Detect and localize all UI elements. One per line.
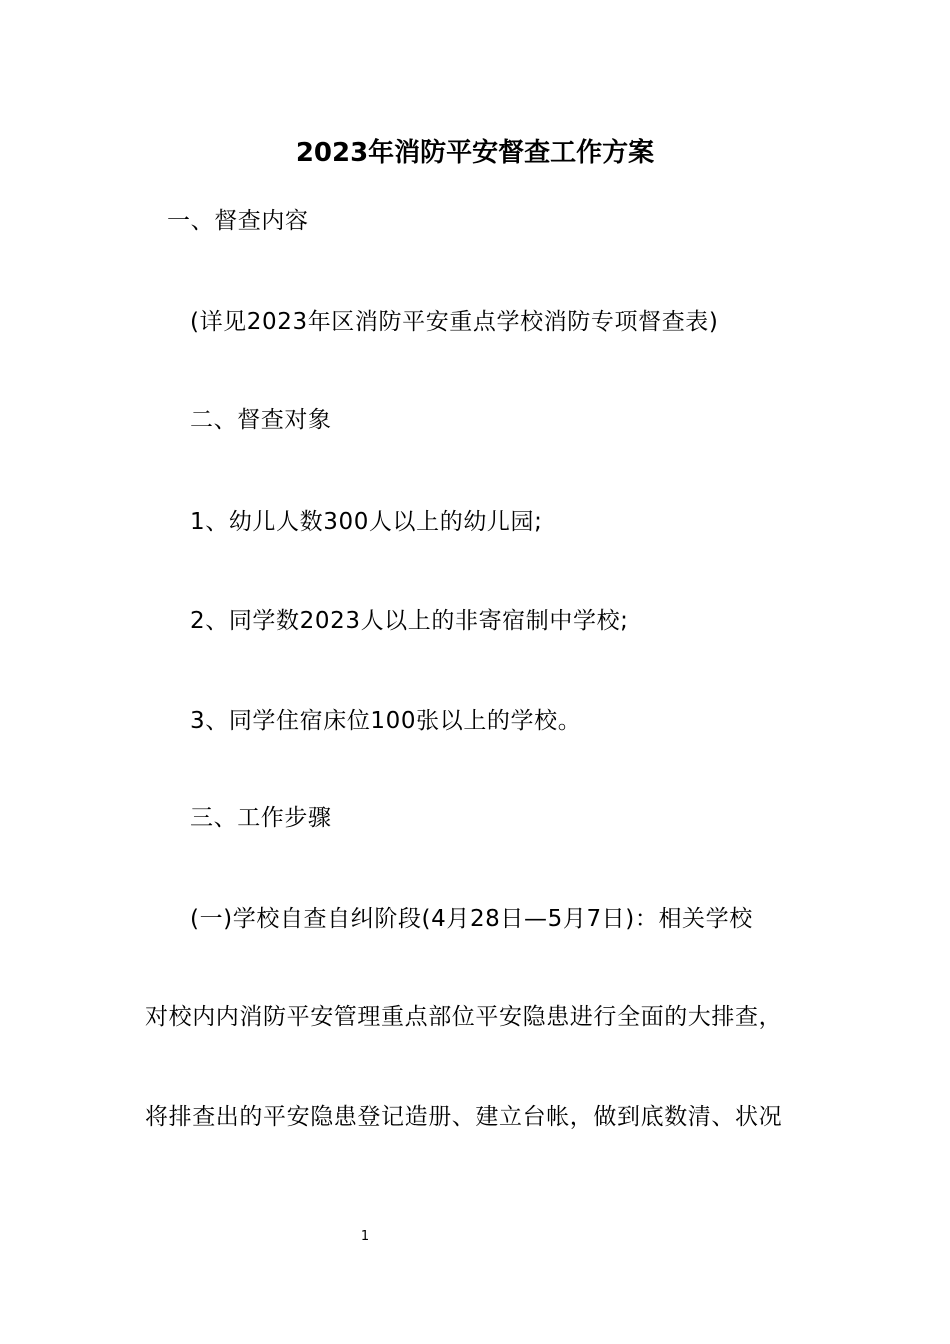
- paragraph-self-inspection-line-1: (一)学校自查自纠阶段(4月28日—5月7日)：相关学校: [190, 906, 753, 932]
- section-heading-inspection-targets: 二、督查对象: [190, 407, 332, 433]
- paragraph-self-inspection-line-3: 将排查出的平安隐患登记造册、建立台帐，做到底数清、状况: [145, 1104, 783, 1130]
- section-heading-work-steps: 三、工作步骤: [190, 805, 332, 831]
- list-item-kindergartens: 1、幼儿人数300人以上的幼儿园;: [190, 509, 543, 535]
- section-heading-inspection-content: 一、督查内容: [167, 208, 309, 234]
- list-item-boarding-schools: 3、同学住宿床位100张以上的学校。: [190, 708, 582, 734]
- paragraph-self-inspection-line-2: 对校内内消防平安管理重点部位平安隐患进行全面的大排查，: [145, 1004, 783, 1030]
- list-item-day-schools: 2、同学数2023人以上的非寄宿制中学校;: [190, 608, 629, 634]
- document-title: 2023年消防平安督查工作方案: [295, 138, 655, 168]
- paragraph-see-inspection-table: (详见2023年区消防平安重点学校消防专项督查表): [190, 309, 719, 335]
- page-number: 1: [360, 1229, 370, 1244]
